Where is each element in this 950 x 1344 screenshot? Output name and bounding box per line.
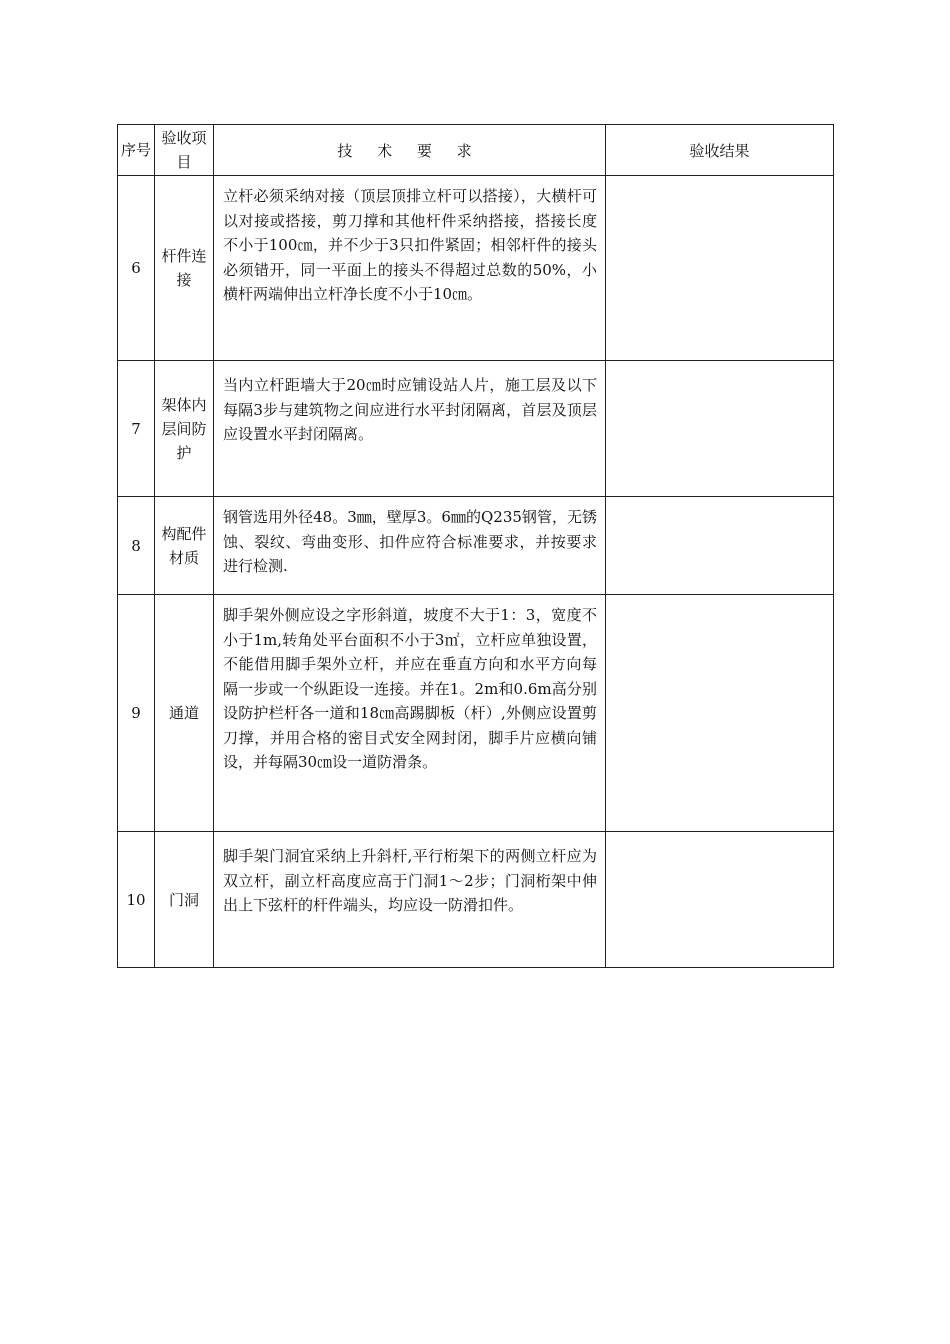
table-row: [118, 361, 834, 497]
header-result: 验收结果: [606, 125, 834, 176]
table-row: [118, 595, 834, 832]
row-item: [155, 832, 214, 968]
row-item-text: 构配件材质: [161, 524, 207, 567]
row-requirement: [214, 832, 606, 968]
row-item: [155, 361, 214, 497]
row-no: 7: [118, 361, 155, 497]
row-no: 8: [118, 497, 155, 595]
row-item-text: 架体内层间防护: [161, 395, 207, 462]
header-no: 序号: [118, 125, 155, 176]
row-no: 10: [118, 832, 155, 968]
row-requirement: [214, 595, 606, 832]
header-item: 验收项目: [155, 125, 214, 176]
row-requirement-text: 钢管选用外径48。3㎜，壁厚3。6㎜的Q235钢管，无锈蚀、裂纹、弯曲变形、扣件应符合标准要求，并按要求进行检测.: [223, 508, 597, 575]
table-row: [118, 832, 834, 968]
row-result[interactable]: [606, 832, 834, 968]
acceptance-table: [117, 124, 834, 968]
table-row: [118, 497, 834, 595]
row-requirement: [214, 497, 606, 595]
row-result[interactable]: [606, 176, 834, 361]
row-result[interactable]: [606, 361, 834, 497]
row-no: 6: [118, 176, 155, 361]
table-row: [118, 176, 834, 361]
row-item-text: 门洞: [168, 890, 199, 909]
row-item: [155, 176, 214, 361]
row-item-text: 杆件连接: [161, 247, 207, 289]
row-item: [155, 497, 214, 595]
row-requirement-text: 脚手架门洞宜采纳上升斜杆,平行桁架下的两侧立杆应为双立杆，副立杆高度应高于门洞1～2步；门洞桁架中伸出上下弦杆的杆件端头，均应设一防滑扣件。: [223, 847, 597, 914]
row-no: 9: [118, 595, 155, 832]
row-item: [155, 595, 214, 832]
row-requirement-text: 脚手架外侧应设之字形斜道，坡度不大于1：3，宽度不小于1m,转角处平台面积不小于3㎡，立杆应单独设置，不能借用脚手架外立杆，并应在垂直方向和水平方向每隔一步或一个纵距设一连接。并在1。2m和0.6m高分别设防护栏杆各一道和18㎝高踢脚板（杆）,外侧应设置剪刀撑，并用合格的密目式安全网封闭，脚手片应横向铺设，并每隔30㎝设一道防滑条。: [223, 606, 597, 771]
row-result[interactable]: [606, 595, 834, 832]
row-requirement: [214, 361, 606, 497]
table-header-row: [118, 125, 834, 176]
row-requirement-text: 当内立杆距墙大于20㎝时应铺设站人片，施工层及以下每隔3步与建筑物之间应进行水平封闭隔离，首层及顶层应设置水平封闭隔离。: [223, 376, 597, 443]
row-item-text: 通道: [168, 704, 199, 722]
row-requirement: [214, 176, 606, 361]
row-requirement-text: 立杆必须采纳对接（顶层顶排立杆可以搭接），大横杆可以对接或搭接，剪刀撑和其他杆件采纳搭接，搭接长度不小于100㎝，并不少于3只扣件紧固；相邻杆件的接头必须错开，同一平面上的接头不得超过总数的50%，小横杆两端伸出立杆净长度不小于10㎝。: [223, 187, 597, 303]
header-requirement: 技 术 要 求: [214, 125, 606, 176]
row-result[interactable]: [606, 497, 834, 595]
